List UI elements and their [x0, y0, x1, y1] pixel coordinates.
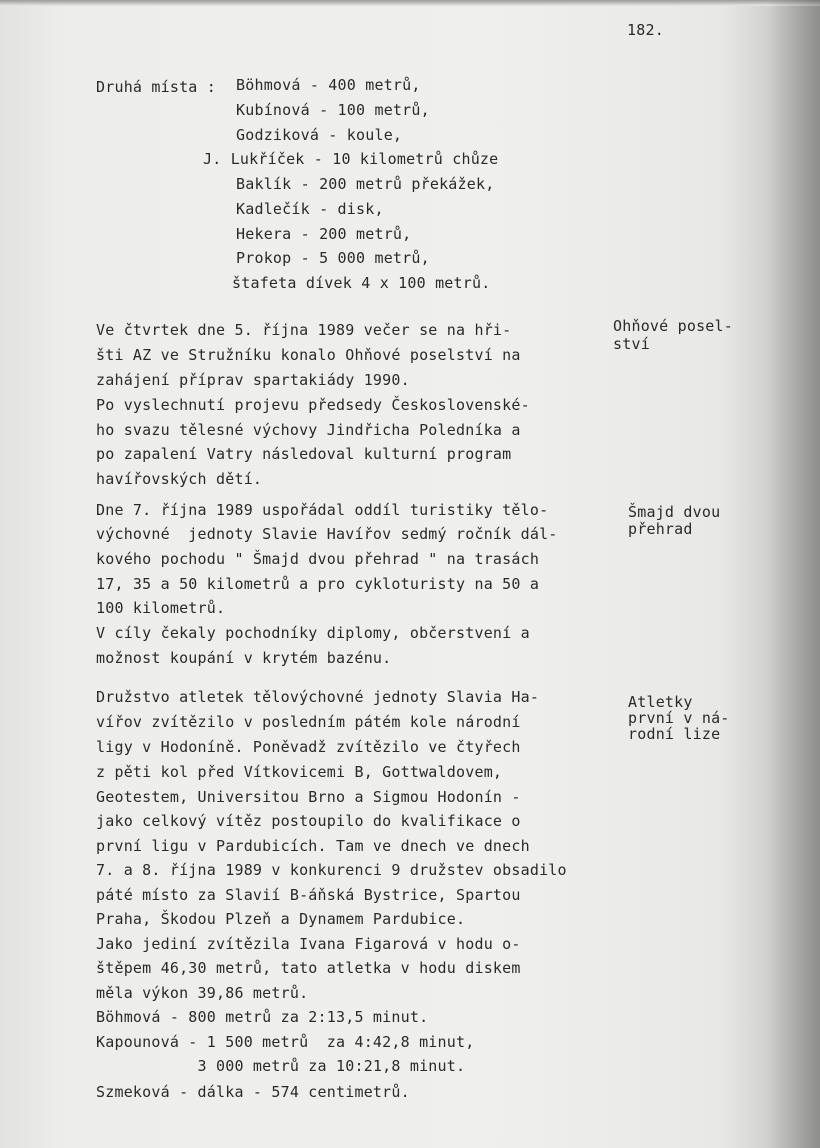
second-place-line: Godziková - koule, — [236, 126, 403, 144]
second-place-line: Hekera - 200 metrů, — [236, 225, 412, 243]
paragraph-line: Družstvo atletek tělovýchovné jednoty Slavia Ha- — [96, 688, 540, 706]
side-note: Ohňové posel- — [613, 317, 733, 335]
second-place-line: štafeta dívek 4 x 100 metrů. — [232, 274, 491, 292]
paragraph-line: 7. a 8. října 1989 v konkurenci 9 družstev obsadilo — [96, 861, 567, 879]
paragraph-line: měla výkon 39,86 metrů. — [96, 984, 309, 1002]
paragraph-line: Jako jediní zvítězila Ivana Figarová v hodu o- — [96, 935, 521, 953]
paragraph-line: ho svazu tělesné výchovy Jindřicha Poledníka a — [96, 421, 521, 439]
paragraph-line: Ve čtvrtek dne 5. října 1989 večer se na hři- — [96, 321, 512, 339]
paragraph-line: zahájení příprav spartakiády 1990. — [96, 371, 410, 389]
second-place-line: Kadlečík - disk, — [236, 200, 384, 218]
paragraph-line: Dne 7. října 1989 uspořádal oddíl turistiky tělo- — [96, 501, 549, 519]
side-note: Atletky — [628, 693, 693, 711]
side-note: Šmajd dvou — [628, 503, 721, 521]
paragraph-line: havířovských dětí. — [96, 470, 263, 488]
paragraph-line: Geotestem, Universitou Brno a Sigmou Hodonín - — [96, 788, 521, 806]
paragraph-line: Szmeková - dálka - 574 centimetrů. — [96, 1083, 410, 1101]
paragraph-line: jako celkový vítěz postoupilo do kvalifikace o — [96, 812, 521, 830]
paragraph-line: 17, 35 a 50 kilometrů a pro cykloturisty na 50 a — [96, 575, 540, 593]
paragraph-line: Böhmová - 800 metrů za 2:13,5 minut. — [96, 1008, 429, 1026]
side-note: rodní lize — [628, 725, 721, 743]
page-top-edge — [0, 0, 820, 6]
paragraph-line: Praha, Škodou Plzeň a Dynamem Pardubice. — [96, 910, 466, 928]
paragraph-line: po zapalení Vatry následoval kulturní program — [96, 445, 512, 463]
paragraph-line: z pěti kol před Vítkovicemi B, Gottwaldovem, — [96, 763, 503, 781]
second-place-line: Prokop - 5 000 metrů, — [236, 249, 430, 267]
second-place-line: Baklík - 200 metrů překážek, — [236, 175, 495, 193]
side-note: přehrad — [628, 520, 693, 538]
second-place-line: J. Lukříček - 10 kilometrů chůze — [203, 150, 499, 168]
binding-shadow — [768, 0, 820, 1148]
paragraph-line: 100 kilometrů. — [96, 599, 226, 617]
paragraph-line: štěpem 46,30 metrů, tato atletka v hodu diskem — [96, 959, 521, 977]
side-note: první v ná- — [628, 709, 730, 727]
paragraph-line: 3 000 metrů za 10:21,8 minut. — [96, 1057, 466, 1075]
second-place-line: Böhmová - 400 metrů, — [236, 76, 421, 94]
paragraph-line: první ligu v Pardubicích. Tam ve dnech ve dnech — [96, 837, 530, 855]
paragraph-line: Po vyslechnutí projevu předsedy Československé- — [96, 396, 530, 414]
paragraph-line: páté místo za Slavií B-áňská Bystrice, Spartou — [96, 886, 521, 904]
second-place-line: Kubínová - 100 metrů, — [236, 101, 430, 119]
page-number: 182. — [627, 21, 664, 39]
paragraph-line: šti AZ ve Stružníku konalo Ohňové poselství na — [96, 346, 521, 364]
paragraph-line: Kapounová - 1 500 metrů za 4:42,8 minut, — [96, 1033, 475, 1051]
paragraph-line: možnost koupání v krytém bazénu. — [96, 649, 392, 667]
paragraph-line: výchovné jednoty Slavie Havířov sedmý ročník dál- — [96, 525, 558, 543]
paragraph-line: vířov zvítězilo v posledním pátém kole národní — [96, 713, 521, 731]
second-places-label: Druhá místa : — [96, 78, 216, 96]
paragraph-line: kového pochodu " Šmajd dvou přehrad " na trasách — [96, 550, 540, 568]
paragraph-line: ligy v Hodoníně. Poněvadž zvítězilo ve čtyřech — [96, 738, 521, 756]
side-note: ství — [613, 335, 650, 353]
paragraph-line: V cíly čekaly pochodníky diplomy, občerstvení a — [96, 624, 530, 642]
